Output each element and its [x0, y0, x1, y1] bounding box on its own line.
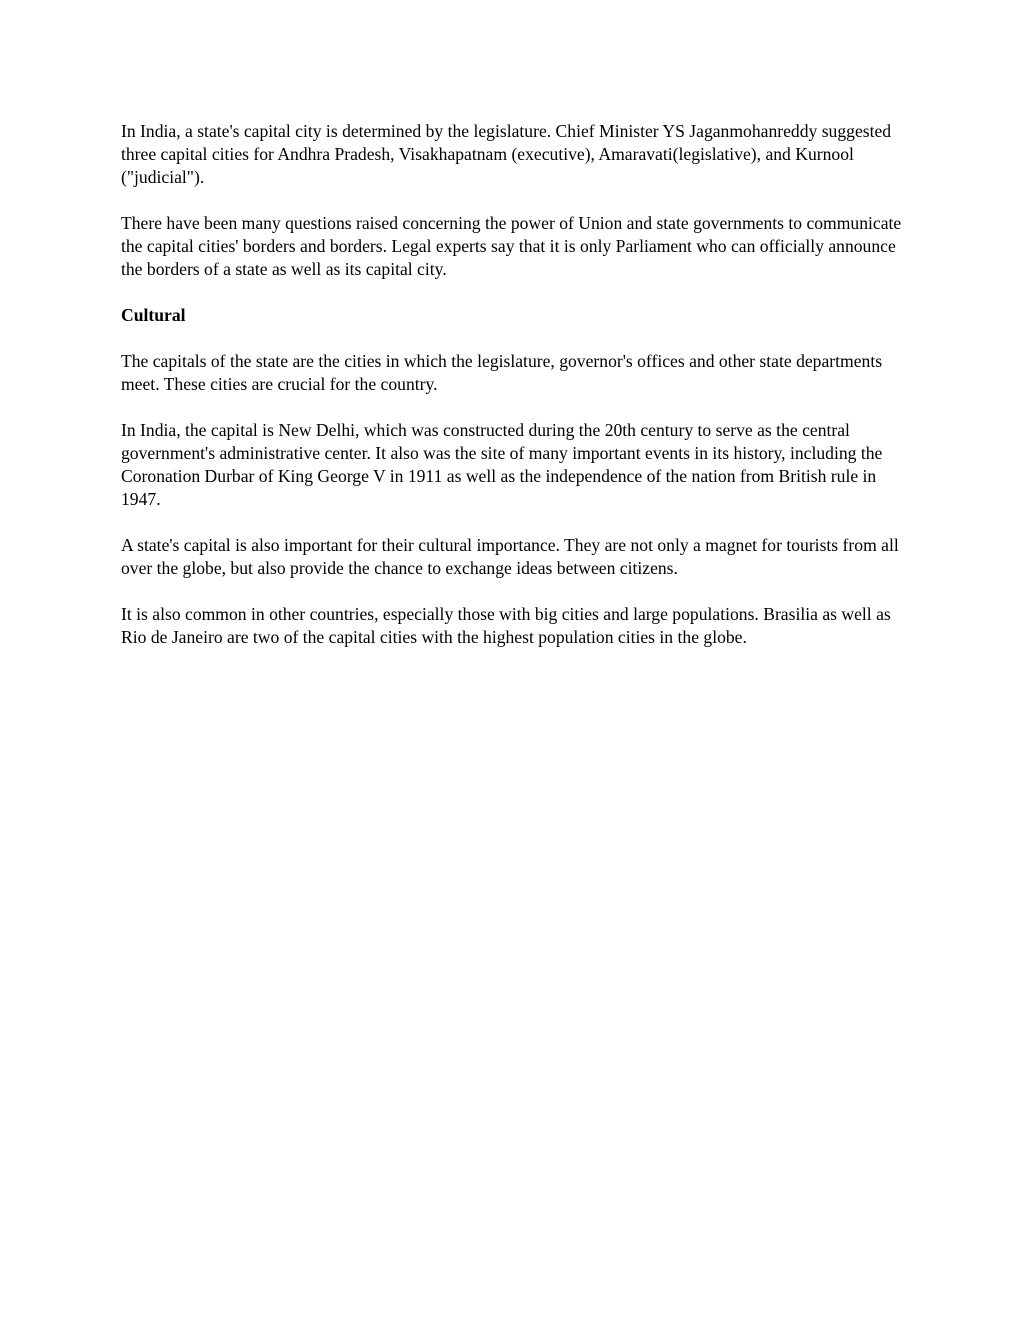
- document-body: [121, 120, 911, 672]
- paragraph-new-delhi: In India, the capital is New Delhi, which was constructed during the 20th century to serve as the central government's administrative center. It also was the site of many important events in its history, including the Coronation Durbar of King George V in 1911 as well as the independence of the nation from British rule in 1947.: [121, 420, 883, 509]
- paragraph-cultural-importance: A state's capital is also important for their cultural importance. They are not only a magnet for tourists from all over the globe, but also provide the chance to exchange ideas between citizens.: [121, 535, 899, 578]
- paragraph-other-countries: It is also common in other countries, especially those with big cities and large populations. Brasilia as well as Rio de Janeiro are two of the capital cities with the highest population cities in the globe.: [121, 604, 891, 647]
- paragraph-state-capitals: The capitals of the state are the cities in which the legislature, governor's offices and other state departments meet. These cities are crucial for the country.: [121, 351, 883, 394]
- section-heading-cultural: Cultural: [121, 305, 186, 325]
- paragraph-capital-determination: In India, a state's capital city is determined by the legislature. Chief Minister YS Jaganmohanreddy suggested three capital cities for Andhra Pradesh, Visakhapatnam (executive), Amaravati(legislative), and Kurnool ("judicial").: [121, 121, 892, 187]
- paragraph-capital-borders: There have been many questions raised concerning the power of Union and state governments to communicate the capital cities' borders and borders. Legal experts say that it is only Parliament who can officially announce the borders of a state as well as its capital city.: [121, 213, 902, 279]
